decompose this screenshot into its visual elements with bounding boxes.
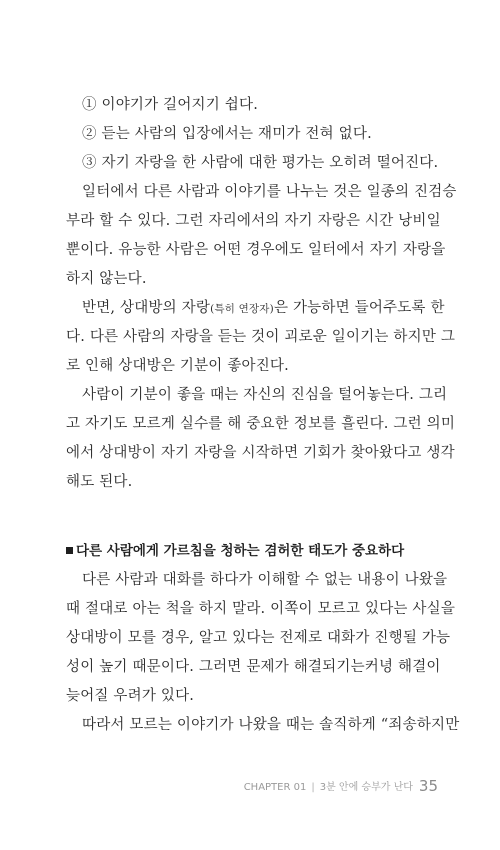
- paragraph-line: 에서 상대방이 자기 자랑을 시작하면 기회가 찾아왔다고 생각: [66, 445, 455, 461]
- paragraph-line: [82, 299, 445, 318]
- paragraph-line: 뿐이다. 유능한 사람은 어떤 경우에도 일터에서 자기 자랑을: [66, 242, 446, 258]
- chapter-label: CHAPTER 01: [243, 782, 307, 793]
- list-item: ① 이야기가 길어지기 쉽다.: [82, 97, 259, 113]
- parenthetical-note: (특히 연장자): [210, 303, 274, 315]
- page-footer: [244, 777, 438, 795]
- paragraph-line: 일터에서 다른 사람과 이야기를 나누는 것은 일종의 진검승: [82, 184, 457, 200]
- paragraph-line: 해도 된다.: [66, 474, 133, 490]
- paragraph-line: 다. 다른 사람의 자랑을 듣는 것이 괴로운 일이기는 하지만 그: [66, 329, 456, 345]
- section-heading-text: 다른 사람에게 가르침을 청하는 겸허한 태도가 중요하다: [76, 543, 405, 559]
- paragraph-line: 상대방이 모를 경우, 알고 있다는 전제로 대화가 진행될 가능: [66, 630, 451, 646]
- list-item: ③ 자기 자랑을 한 사람에 대한 평가는 오히려 떨어진다.: [82, 155, 439, 171]
- text-segment: 은 가능하면 들어주도록 한: [273, 300, 445, 316]
- paragraph-line: 로 인해 상대방은 기분이 좋아진다.: [66, 358, 289, 374]
- paragraph-line: 다른 사람과 대화를 하다가 이해할 수 없는 내용이 나왔을: [82, 572, 448, 588]
- paragraph-line: 늦어질 우려가 있다.: [66, 688, 195, 704]
- paragraph-line: 사람이 기분이 좋을 때는 자신의 진심을 털어놓는다. 그리: [82, 387, 448, 403]
- paragraph-line: 고 자기도 모르게 실수를 해 중요한 정보를 흘린다. 그런 의미: [66, 416, 456, 432]
- page-number: 35: [418, 777, 438, 795]
- chapter-title: 3분 안에 승부가 난다: [319, 782, 413, 793]
- paragraph-line: 따라서 모르는 이야기가 나왔을 때는 솔직하게 “죄송하지만: [82, 717, 460, 733]
- paragraph-line: 때 절대로 아는 척을 하지 말라. 이쪽이 모르고 있다는 사실을: [66, 601, 456, 617]
- square-bullet-icon: [66, 547, 73, 554]
- paragraph-line: 부라 할 수 있다. 그런 자리에서의 자기 자랑은 시간 낭비일: [66, 213, 441, 229]
- text-segment: 반면, 상대방의 자랑: [82, 300, 211, 316]
- list-item: ② 듣는 사람의 입장에서는 재미가 전혀 없다.: [82, 126, 372, 142]
- footer-divider: |: [311, 782, 315, 793]
- section-heading: [66, 542, 404, 560]
- paragraph-line: 성이 높기 때문이다. 그러면 문제가 해결되기는커녕 해결이: [66, 659, 441, 675]
- paragraph-line: 하지 않는다.: [66, 271, 147, 287]
